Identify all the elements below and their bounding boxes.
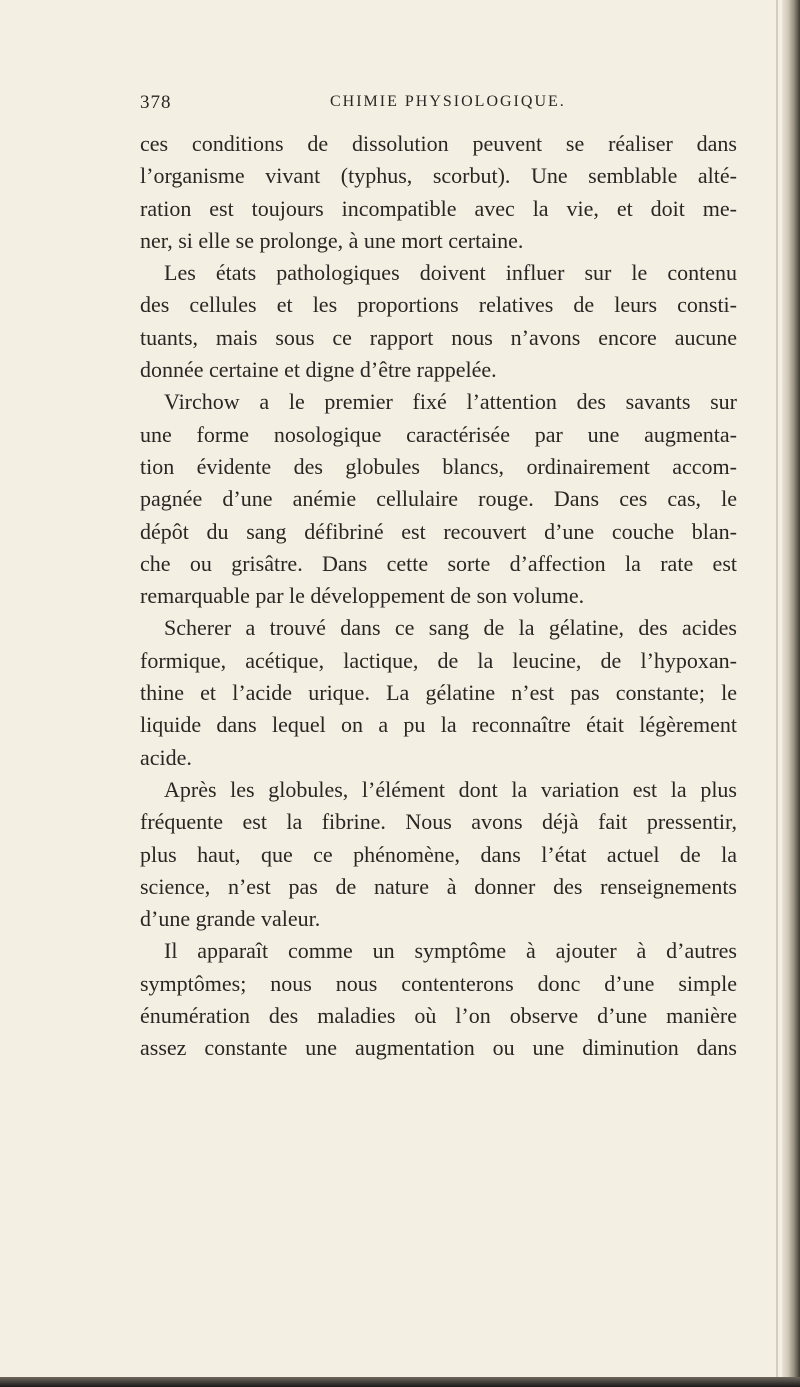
text-line: assez constante une augmentation ou une diminution dans xyxy=(140,1035,737,1061)
paragraph xyxy=(140,935,737,1064)
text-line: fréquente est la fibrine. Nous avons déjà fait pressentir, xyxy=(140,809,737,835)
text-line: pagnée d’une anémie cellulaire rouge. Dans ces cas, le xyxy=(140,486,737,512)
paragraph xyxy=(140,128,737,257)
text-line: thine et l’acide urique. La gélatine n’est pas constante; le xyxy=(140,680,737,706)
text-line: dépôt du sang défibriné est recouvert d’une couche blan- xyxy=(140,518,737,544)
text-line: l’organisme vivant (typhus, scorbut). Une semblable alté- xyxy=(140,163,737,189)
running-title: CHIMIE PHYSIOLOGIQUE. xyxy=(330,93,566,110)
paragraph xyxy=(140,257,737,386)
text-line: ces conditions de dissolution peuvent se réaliser dans xyxy=(140,131,737,156)
text-line: remarquable par le développement de son volume. xyxy=(140,583,585,609)
body-text xyxy=(140,128,737,1065)
text-line: acide. xyxy=(140,744,192,770)
text-line: Virchow a le premier fixé l’attention des savants sur xyxy=(164,389,737,415)
text-line: des cellules et les proportions relatives de leurs consti- xyxy=(140,292,737,318)
text-line: donnée certaine et digne d’être rappelée. xyxy=(140,357,497,383)
text-line: ner, si elle se prolonge, à une mort certaine. xyxy=(140,227,524,253)
paragraph xyxy=(140,386,737,612)
page-edge xyxy=(782,0,800,1387)
text-line: symptômes; nous nous contenterons donc d’une simple xyxy=(140,970,737,996)
text-line: che ou grisâtre. Dans cette sorte d’affection la rate est xyxy=(140,550,737,576)
page-edge-shadow xyxy=(776,0,778,1387)
text-line: tuants, mais sous ce rapport nous n’avons encore aucune xyxy=(140,324,737,350)
paragraph xyxy=(140,612,737,773)
running-head xyxy=(140,92,740,122)
text-line: énumération des maladies où l’on observe d’une manière xyxy=(140,1003,737,1029)
bottom-shadow xyxy=(0,1377,800,1387)
text-line: plus haut, que ce phénomène, dans l’état actuel de la xyxy=(140,841,737,867)
text-line: ration est toujours incompatible avec la vie, et doit me- xyxy=(140,195,737,221)
paragraph xyxy=(140,774,737,935)
text-line: Il apparaît comme un symptôme à ajouter à d’autres xyxy=(164,938,737,964)
text-line: une forme nosologique caractérisée par une augmenta- xyxy=(140,421,737,447)
text-line: liquide dans lequel on a pu la reconnaître était légèrement xyxy=(140,712,737,738)
text-line: d’une grande valeur. xyxy=(140,906,321,932)
text-line: science, n’est pas de nature à donner des renseignements xyxy=(140,873,737,899)
page-number: 378 xyxy=(140,92,172,113)
text-line: tion évidente des globules blancs, ordinairement accom- xyxy=(140,453,737,479)
text-line: Les états pathologiques doivent influer sur le contenu xyxy=(164,260,737,286)
text-line: Après les globules, l’élément dont la variation est la plus xyxy=(164,776,737,802)
text-line: formique, acétique, lactique, de la leucine, de l’hypoxan- xyxy=(140,647,737,673)
text-line: Scherer a trouvé dans ce sang de la gélatine, des acides xyxy=(164,615,737,641)
